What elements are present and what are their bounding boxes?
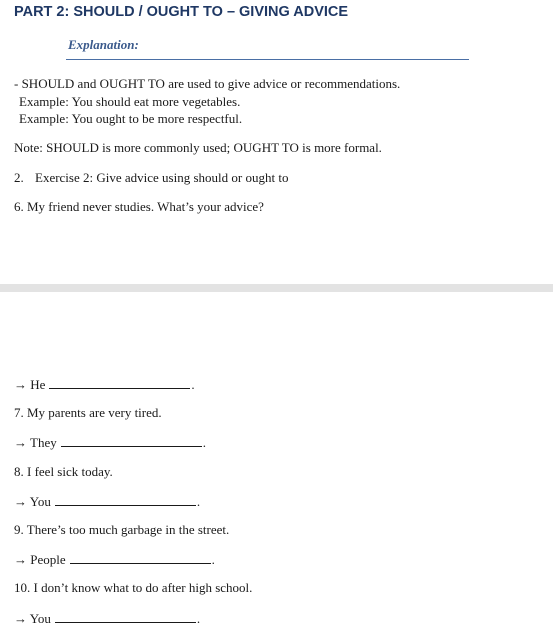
subheading-underline xyxy=(66,59,469,60)
example-line-2: Example: You ought to be more respectful. xyxy=(19,111,243,126)
answer-end: . xyxy=(196,494,201,509)
section-heading: PART 2: SHOULD / OUGHT TO – GIVING ADVICE xyxy=(14,4,349,20)
exercise-title-line xyxy=(14,170,288,186)
answer-blank[interactable] xyxy=(61,434,202,447)
answer-blank[interactable] xyxy=(55,610,196,623)
answer-line xyxy=(14,610,200,627)
answer-line xyxy=(14,493,200,510)
answer-line xyxy=(14,434,206,451)
explanation-rule-text: - SHOULD and OUGHT TO are used to give advice or recommendations. xyxy=(14,76,401,91)
question-prompt: 7. My parents are very tired. xyxy=(14,405,162,420)
explanation-subheading: Explanation: xyxy=(68,37,139,52)
answer-blank[interactable] xyxy=(49,376,190,389)
answer-start: → He xyxy=(14,377,46,392)
exercise-number: 2. xyxy=(14,170,24,185)
document-page-2 xyxy=(0,292,553,643)
answer-end: . xyxy=(211,552,215,567)
question-prompt: 6. My friend never studies. What’s your advice? xyxy=(14,199,264,214)
exercise-title: Exercise 2: Give advice using should or ought to xyxy=(35,170,289,185)
page-break-gap xyxy=(0,284,553,292)
answer-start: → They xyxy=(14,435,57,450)
answer-end: . xyxy=(202,435,206,450)
answer-end: . xyxy=(191,377,195,392)
answer-start: → You xyxy=(14,494,51,509)
answer-blank[interactable] xyxy=(70,551,211,564)
answer-end: . xyxy=(196,611,201,626)
answer-start: → You xyxy=(14,611,51,626)
example-line-1: Example: You should eat more vegetables. xyxy=(19,94,241,109)
answer-blank[interactable] xyxy=(55,493,196,506)
answer-line xyxy=(14,551,215,568)
answer-line xyxy=(14,376,195,393)
question-prompt: 10. I don’t know what to do after high school. xyxy=(14,580,253,595)
note-line: Note: SHOULD is more commonly used; OUGHT TO is more formal. xyxy=(14,140,382,155)
answer-start: → People xyxy=(14,552,66,567)
document-page-1 xyxy=(0,0,553,284)
question-prompt: 8. I feel sick today. xyxy=(14,464,113,479)
question-prompt: 9. There’s too much garbage in the street. xyxy=(14,522,230,537)
